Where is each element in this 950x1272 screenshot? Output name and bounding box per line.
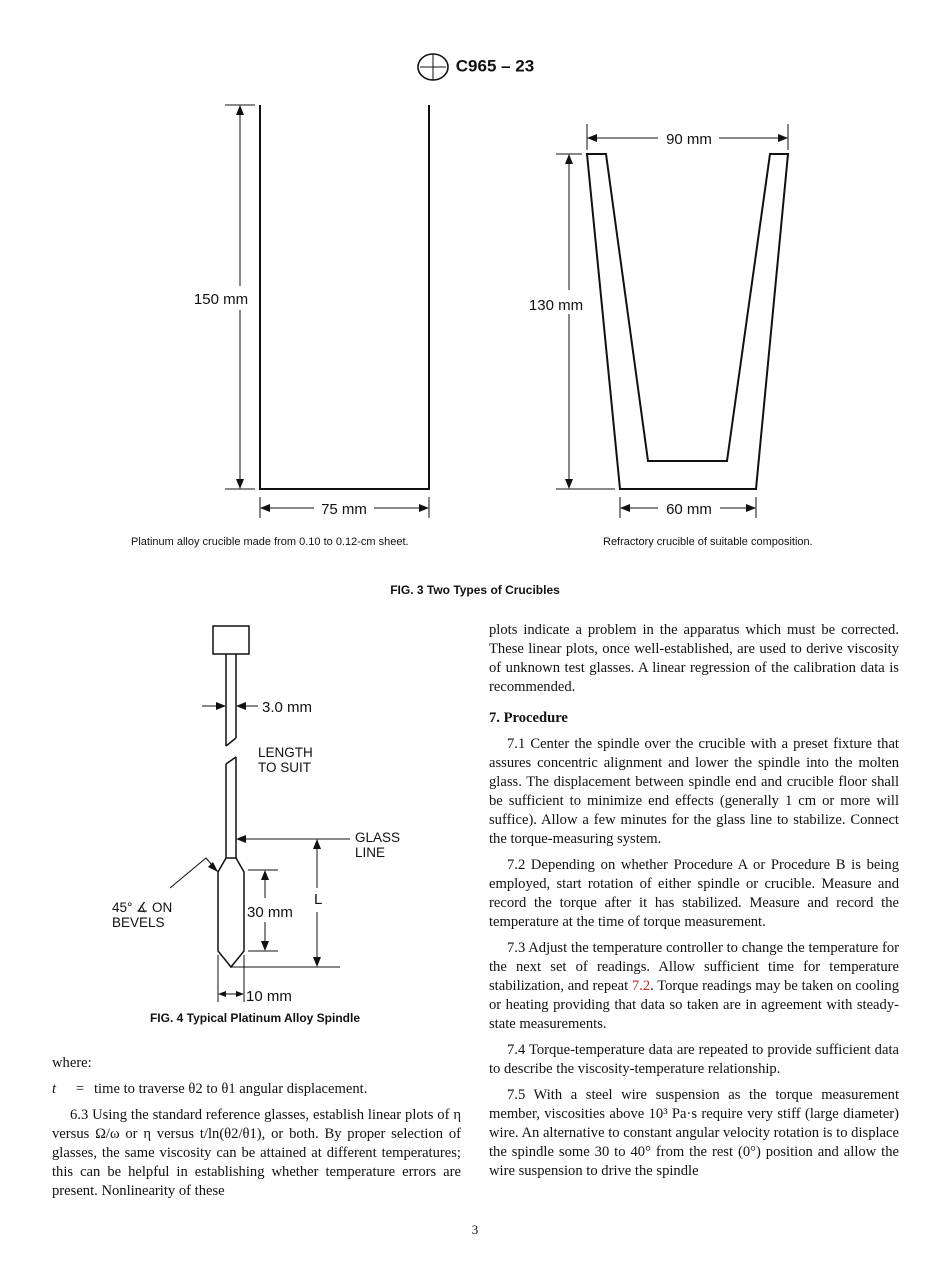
fig4-drawing [100,620,460,1008]
fig4-glass-2: LINE [355,845,386,860]
left-crucible [260,105,429,489]
section-title: 7. Procedure [489,710,568,726]
page-number: 3 [471,1222,479,1237]
where-label: where: [52,1055,92,1071]
para-cont: plots indicate a problem in the apparatus which must be corrected. These linear plots, once well-established, are used to derive viscosity of unknown test glasses. A linear regression of the calibration data is recommended. [489,622,899,695]
right-crucible-outer [587,154,788,489]
fig4-dia-label: 3.0 mm [262,699,313,716]
fig4-bevel-1: 45° ∡ ON [112,900,173,915]
left-width-label: 75 mm [321,501,367,518]
page-header [0,52,950,82]
fig4-10mm-label: 10 mm [246,988,292,1005]
right-top-label: 90 mm [666,131,712,148]
fig4-l-label: L [314,891,323,908]
para-6-3: 6.3 Using the standard reference glasses, establish linear plots of η versus Ω/ω or η versus t/ln(θ2/θ1), or both. By proper selection of glasses, the same viscosity can be attained at different temperatures; this can be helpful in establishing whether temperature errors are present. Nonlinearity of these [52,1107,461,1199]
right-bottom-label: 60 mm [666,501,712,518]
right-column [489,621,899,1188]
definition-t [52,1080,461,1099]
para-7-3: 7.3 Adjust the temperature controller to change the temperature for the next set of readings. Allow sufficient time for temperature stabilization, and repeat 7.2. Torque readings may be taken on cooling or heating providing that data so taken are in agreement with steady-state measurements. [489,940,900,1032]
fig4-title: FIG. 4 Typical Platinum Alloy Spindle [149,1011,361,1025]
fig4-30mm-label: 30 mm [247,904,293,921]
t-symbol: t [52,1081,57,1097]
para-7-4: 7.4 Torque-temperature data are repeated to provide sufficient data to describe the viscosity-temperature relationship. [489,1042,899,1077]
t-definition: time to traverse θ2 to θ1 angular displacement. [94,1081,368,1097]
fig3-left-caption: Platinum alloy crucible made from 0.10 to 0.12-cm sheet. [131,536,409,548]
fig4-length-2: TO SUIT [258,760,312,775]
left-column [52,1054,461,1208]
right-height-label: 130 mm [528,297,584,314]
fig3-drawing [0,90,950,560]
fig4-bevel-2: BEVELS [112,915,165,930]
fig3-right-caption: Refractory crucible of suitable composition. [603,536,813,548]
para-7-5: 7.5 With a steel wire suspension as the torque measurement member, viscosities above 10³ Pa·s require very stiff (large diameter) wire. An alternative to constant angular velocity rotation is to displace the spindle some 30 to 40° from the rest (0°) position and allow the wire suspension to drive the spindle [489,1087,899,1179]
left-height-label: 150 mm [193,291,249,308]
para-7-2: 7.2 Depending on whether Procedure A or Procedure B is being employed, start rotation of either spindle or crucible. Measure and record the torque after it has stabilized. Measure and record the temperature at the time of torque measurement. [489,857,899,930]
t-eq: = [75,1081,85,1097]
xref-7-2[interactable]: 7.2 [631,978,651,994]
astm-logo-icon [416,52,450,82]
fig4-length-1: LENGTH [258,745,313,760]
para-7-1: 7.1 Center the spindle over the crucible with a preset fixture that assures concentric alignment and lower the spindle into the molten glass. The displacement between spindle end and crucible floor shall be sufficient to minimize end effects (generally 1 cm or more will suffice). Allow a few minutes for the glass line to stabilize. Connect the torque-measuring system. [489,736,899,847]
designation: C965 – 23 [455,56,535,76]
fig4-glass-1: GLASS [355,830,401,845]
fig3-title: FIG. 3 Two Types of Crucibles [390,583,560,597]
